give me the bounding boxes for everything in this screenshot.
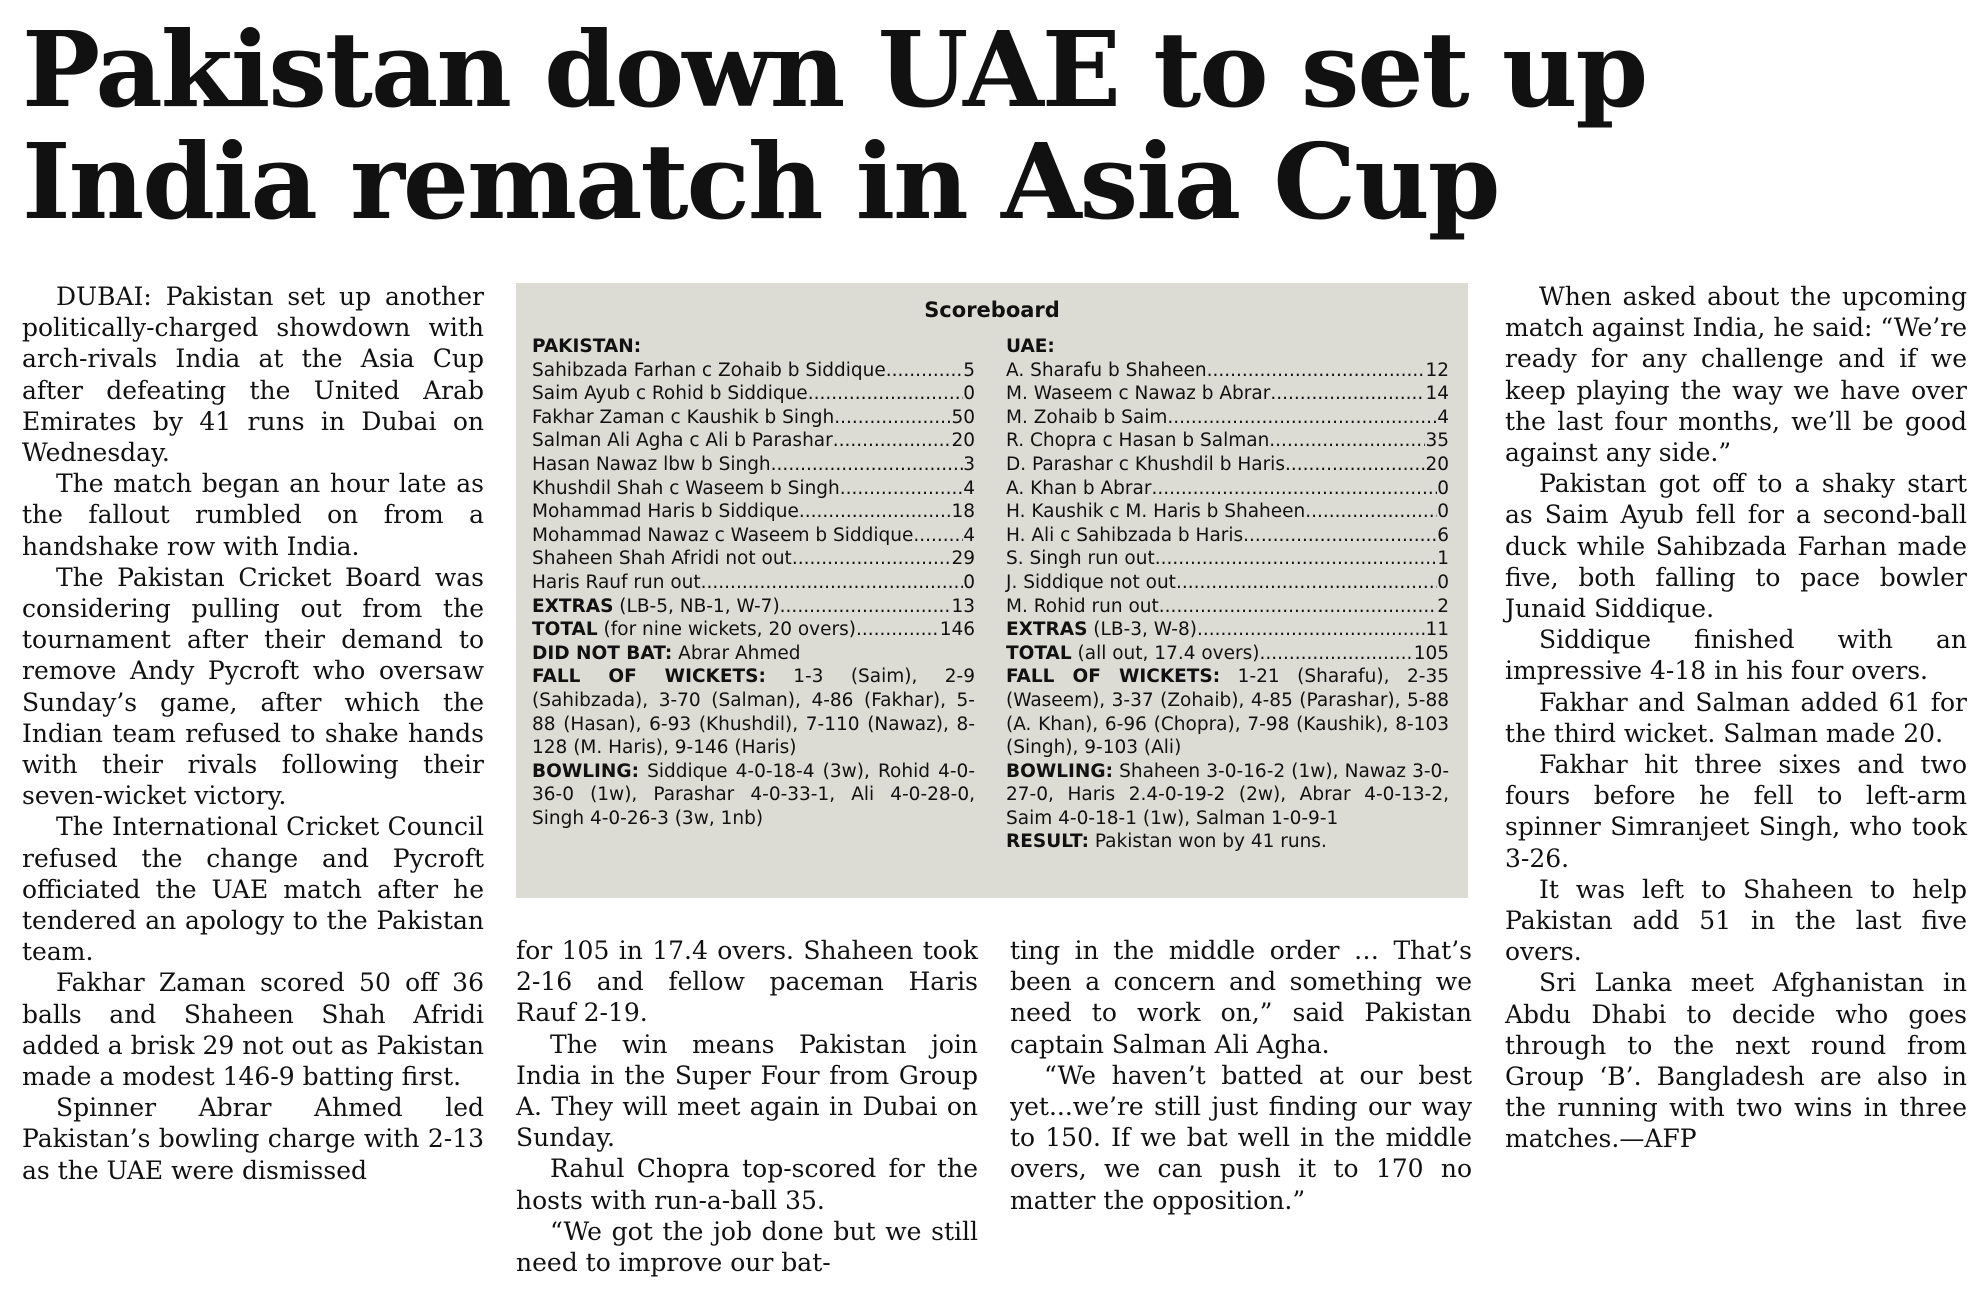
result — [1006, 830, 1449, 854]
batsman-row — [1006, 359, 1449, 383]
batsman-name: Sahibzada Farhan c Zohaib b Siddique — [532, 359, 886, 381]
article-column-1 — [22, 281, 484, 1186]
total-row — [532, 618, 975, 642]
batsman-name: J. Siddique not out — [1006, 571, 1176, 593]
batsman-row — [532, 429, 975, 453]
batsman-runs: 2 — [1437, 595, 1449, 617]
batsman-row — [532, 524, 975, 548]
result-label: RESULT: — [1006, 831, 1089, 853]
total-detail: (for nine wickets, 20 overs) — [597, 619, 856, 641]
pakistan-scorecard — [532, 335, 975, 830]
batsman-runs: 18 — [951, 501, 975, 523]
batsman-name: Saim Ayub c Rohid b Siddique — [532, 383, 808, 405]
batsman-name: Fakhar Zaman c Kaushik b Singh — [532, 406, 835, 428]
paragraph: “We haven’t batted at our best yet...we’re still just finding our way to 150. If we bat well in the middle overs, we can push it to 170 no matter the opposition.” — [1010, 1060, 1472, 1215]
batsman-name: R. Chopra c Hasan b Salman — [1006, 430, 1270, 452]
paragraph: The win means Pakistan join India in the Super Four from Group A. They will meet again in Dubai on Sunday. — [516, 1029, 978, 1153]
paragraph: Sri Lanka meet Afghanistan in Abdu Dhabi to decide who goes through to the next round from Group ‘B’. Bangladesh are also in the running with two wins in three matches.—AFP — [1505, 968, 1967, 1154]
bowling-label: BOWLING: — [1006, 760, 1113, 782]
batsman-row — [1006, 547, 1449, 571]
batsman-name: A. Sharafu b Shaheen — [1006, 359, 1207, 381]
batsman-runs: 4 — [1437, 406, 1449, 428]
dnb-text: Abrar Ahmed — [672, 642, 801, 664]
bowling-text: Siddique 4-0-18-4 (3w), Rohid 4-0-36-0 (1w), Parashar 4-0-33-1, Ali 4-0-28-0, Singh 4-0-26-3 (3w, 1nb) — [532, 760, 975, 829]
batsman-runs: 3 — [963, 453, 975, 475]
batsman-runs: 12 — [1425, 359, 1449, 381]
batsman-row — [1006, 477, 1449, 501]
paragraph: Pakistan got off to a shaky start as Saim Ayub fell for a second-ball duck while Sahibzada Farhan made five, both falling to pace bowler Junaid Siddique. — [1505, 469, 1967, 624]
batsman-row — [532, 453, 975, 477]
paragraph: It was left to Shaheen to help Pakistan add 51 in the last five overs. — [1505, 874, 1967, 967]
bowling-label: BOWLING: — [532, 760, 639, 782]
extras-detail: (LB-3, W-8) — [1087, 619, 1197, 641]
batting-list — [1006, 359, 1449, 619]
batsman-row — [532, 500, 975, 524]
total-label: TOTAL — [1006, 642, 1072, 664]
extras-runs: 13 — [951, 595, 975, 617]
batsman-row — [1006, 382, 1449, 406]
extras-label: EXTRAS — [532, 595, 614, 617]
article-column-2 — [516, 935, 978, 1278]
bowling — [532, 760, 975, 831]
total-runs: 105 — [1413, 642, 1449, 664]
batsman-row — [1006, 500, 1449, 524]
extras-label: EXTRAS — [1006, 619, 1088, 641]
fow-label: FALL OF WICKETS: — [532, 666, 766, 688]
batting-list — [532, 359, 975, 595]
batsman-row — [532, 571, 975, 595]
batsman-runs: 0 — [1437, 571, 1449, 593]
batsman-name: M. Rohid run out — [1006, 595, 1159, 617]
dnb-label: DID NOT BAT: — [532, 642, 673, 664]
batsman-row — [532, 547, 975, 571]
batsman-runs: 35 — [1425, 430, 1449, 452]
paragraph: Fakhar and Salman added 61 for the third wicket. Salman made 20. — [1505, 687, 1967, 748]
paragraph: ting in the middle order … That’s been a concern and something we need to work on,” said Pakistan captain Salman Ali Agha. — [1010, 936, 1472, 1059]
extras-detail: (LB-5, NB-1, W-7) — [613, 595, 780, 617]
batsman-row — [532, 382, 975, 406]
batsman-name: Haris Rauf run out — [532, 571, 701, 593]
batsman-name: M. Zohaib b Saim — [1006, 406, 1168, 428]
paragraph: Rahul Chopra top-scored for the hosts with run-a-ball 35. — [516, 1154, 978, 1215]
total-label: TOTAL — [532, 619, 598, 641]
batsman-runs: 0 — [1437, 477, 1449, 499]
batsman-runs: 0 — [1437, 501, 1449, 523]
batsman-row — [532, 406, 975, 430]
batsman-row — [532, 359, 975, 383]
paragraph: The International Cricket Council refused the change and Pycroft officiated the UAE match after he tendered an apology to the Pakistan team. — [22, 812, 484, 967]
fow-text: 1-21 (Sharafu), 2-35 (Waseem), 3-37 (Zohaib), 4-85 (Parashar), 5-88 (A. Khan), 6-96 (Chopra), 7-98 (Kaushik), 8-103 (Singh), 9-103 (Ali) — [1006, 666, 1449, 759]
batsman-name: H. Kaushik c M. Haris b Shaheen — [1006, 501, 1306, 523]
batsman-row — [1006, 429, 1449, 453]
extras-runs: 11 — [1425, 619, 1449, 641]
batsman-runs: 50 — [951, 406, 975, 428]
paragraph: Fakhar Zaman scored 50 off 36 balls and Shaheen Shah Afridi added a brisk 29 not out as Pakistan made a modest 146-9 batting first. — [22, 968, 484, 1092]
total-runs: 146 — [939, 619, 975, 641]
headline: Pakistan down UAE to set up India rematch in Asia Cup — [22, 8, 1647, 243]
batsman-name: Mohammad Nawaz c Waseem b Siddique — [532, 524, 914, 546]
batsman-name: Salman Ali Agha c Ali b Parashar — [532, 430, 833, 452]
batsman-row — [1006, 595, 1449, 619]
batsman-name: Mohammad Haris b Siddique — [532, 501, 799, 523]
paragraph: Fakhar hit three sixes and two fours before he fell to left-arm spinner Simranjeet Singh, who took 3-26. — [1505, 750, 1967, 873]
total-row — [1006, 642, 1449, 666]
fall-of-wickets — [1006, 665, 1449, 759]
paragraph: The Pakistan Cricket Board was considering pulling out from the tournament after their demand to remove Andy Pycroft who oversaw Sunday’s game, after which the Indian team refused to shake hands with their rivals following their seven-wicket victory. — [22, 562, 484, 811]
did-not-bat — [532, 642, 975, 666]
fow-label: FALL OF WICKETS: — [1006, 666, 1221, 688]
article-column-4 — [1505, 281, 1967, 1155]
team-name: PAKISTAN: — [532, 336, 642, 357]
result-text: Pakistan won by 41 runs. — [1088, 831, 1327, 853]
batsman-name: S. Singh run out — [1006, 548, 1155, 570]
uae-scorecard — [1006, 335, 1449, 854]
scoreboard-title: Scoreboard — [924, 298, 1060, 322]
total-detail: (all out, 17.4 overs) — [1071, 642, 1260, 664]
extras-row — [532, 595, 975, 619]
batsman-row — [1006, 453, 1449, 477]
paragraph: When asked about the upcoming match against India, he said: “We’re ready for any challenge and if we keep playing the way we have over the last four months, we’ll be good against any side.” — [1505, 282, 1967, 468]
batsman-runs: 4 — [963, 477, 975, 499]
article-column-3 — [1010, 935, 1472, 1216]
paragraph: “We got the job done but we still need to improve our bat- — [516, 1216, 978, 1278]
batsman-row — [1006, 406, 1449, 430]
batsman-row — [532, 477, 975, 501]
fow-text: 1-3 (Saim), 2-9 (Sahibzada), 3-70 (Salman), 4-86 (Fakhar), 5-88 (Hasan), 6-93 (Khushdil), 7-110 (Nawaz), 8-128 (M. Haris), 9-146 (Haris) — [532, 666, 975, 759]
team-name: UAE: — [1006, 336, 1055, 357]
paragraph: The match began an hour late as the fallout rumbled on from a handshake row with India. — [22, 469, 484, 561]
paragraph: DUBAI: Pakistan set up another politically-charged showdown with arch-rivals India at the Asia Cup after defeating the United Arab Emirates by 41 runs in Dubai on Wednesday. — [22, 282, 484, 468]
batsman-runs: 20 — [951, 430, 975, 452]
paragraph: Spinner Abrar Ahmed led Pakistan’s bowling charge with 2-13 as the UAE were dismissed — [22, 1093, 484, 1185]
batsman-runs: 0 — [963, 571, 975, 593]
scoreboard-box — [516, 283, 1468, 898]
batsman-name: A. Khan b Abrar — [1006, 477, 1152, 499]
paragraph: Siddique finished with an impressive 4-18 in his four overs. — [1505, 625, 1967, 686]
batsman-runs: 1 — [1437, 548, 1449, 570]
batsman-runs: 0 — [963, 383, 975, 405]
batsman-runs: 5 — [963, 359, 975, 381]
paragraph: for 105 in 17.4 overs. Shaheen took 2-16 and fellow paceman Haris Rauf 2-19. — [516, 936, 978, 1028]
batsman-name: Shaheen Shah Afridi not out — [532, 548, 792, 570]
batsman-runs: 20 — [1425, 453, 1449, 475]
batsman-runs: 29 — [951, 548, 975, 570]
batsman-runs: 6 — [1437, 524, 1449, 546]
batsman-row — [1006, 524, 1449, 548]
batsman-name: D. Parashar c Khushdil b Haris — [1006, 453, 1285, 475]
fall-of-wickets — [532, 665, 975, 759]
batsman-name: H. Ali c Sahibzada b Haris — [1006, 524, 1244, 546]
batsman-runs: 14 — [1425, 383, 1449, 405]
batsman-name: Khushdil Shah c Waseem b Singh — [532, 477, 840, 499]
bowling-text: Shaheen 3-0-16-2 (1w), Nawaz 3-0-27-0, Haris 2.4-0-19-2 (2w), Abrar 4-0-13-2, Saim 4-0-18-1 (1w), Salman 1-0-9-1 — [1006, 760, 1449, 829]
batsman-runs: 4 — [963, 524, 975, 546]
batsman-name: M. Waseem c Nawaz b Abrar — [1006, 383, 1271, 405]
bowling — [1006, 760, 1449, 831]
batsman-row — [1006, 571, 1449, 595]
extras-row — [1006, 618, 1449, 642]
batsman-name: Hasan Nawaz lbw b Singh — [532, 453, 771, 475]
